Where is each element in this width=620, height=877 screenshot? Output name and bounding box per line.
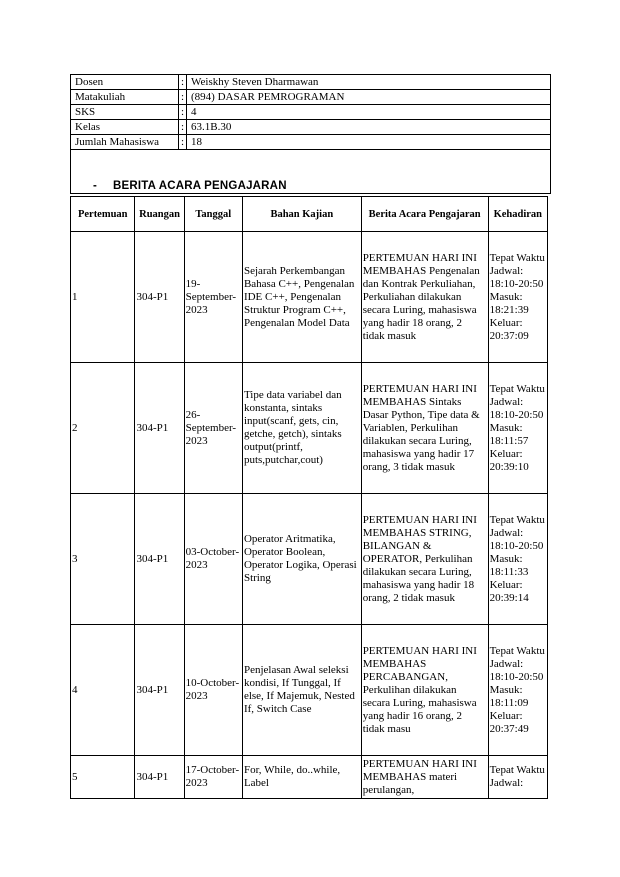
info-value-sks: 4 [187, 105, 551, 120]
header-pertemuan: Pertemuan [71, 197, 135, 232]
section-title [93, 180, 287, 192]
cell-tanggal: 19-September-2023 [184, 232, 242, 363]
header-berita-acara: Berita Acara Pengajaran [361, 197, 488, 232]
header-ruangan: Ruangan [135, 197, 184, 232]
cell-bahan-kajian: Penjelasan Awal seleksi kondisi, If Tunggal, If else, If Majemuk, Nested If, Switch Case [242, 625, 361, 756]
cell-berita-acara: PERTEMUAN HARI INI MEMBAHAS Sintaks Dasar Python, Tipe data & Variablen, Perkulihan dilakukan secara Luring, mahasiswa yang hadir 17 orang, 3 tidak masuk [361, 363, 488, 494]
info-value-kelas: 63.1B.30 [187, 120, 551, 135]
course-info-table [70, 74, 551, 150]
cell-ruangan: 304-P1 [135, 232, 184, 363]
info-colon: : [179, 75, 187, 90]
info-value-dosen: Weiskhy Steven Dharmawan [187, 75, 551, 90]
teaching-report-table [70, 196, 548, 799]
header-tanggal: Tanggal [184, 197, 242, 232]
section-bullet: - [93, 180, 98, 192]
info-label: SKS [71, 105, 179, 120]
cell-ruangan: 304-P1 [135, 756, 184, 799]
cell-pertemuan: 4 [71, 625, 135, 756]
section-title-text: BERITA ACARA PENGAJARAN [113, 180, 287, 192]
table-header-row [71, 197, 548, 232]
cell-tanggal: 03-October-2023 [184, 494, 242, 625]
table-row [71, 756, 548, 799]
info-colon: : [179, 120, 187, 135]
header-kehadiran: Kehadiran [488, 197, 547, 232]
cell-ruangan: 304-P1 [135, 625, 184, 756]
table-row [71, 494, 548, 625]
info-label: Matakuliah [71, 90, 179, 105]
cell-berita-acara: PERTEMUAN HARI INI MEMBAHAS STRING, BILANGAN & OPERATOR, Perkulihan dilakukan secara Luring, mahasiswa yang hadir 18 orang, 2 tidak masuk [361, 494, 488, 625]
info-value-jumlah-mahasiswa: 18 [187, 135, 551, 150]
cell-kehadiran: Tepat Waktu Jadwal: 18:10-20:50 Masuk: 18:21:39 Keluar: 20:37:09 [488, 232, 547, 363]
cell-bahan-kajian: Sejarah Perkembangan Bahasa C++, Pengenalan IDE C++, Pengenalan Struktur Program C++, Pengenalan Model Data [242, 232, 361, 363]
cell-kehadiran: Tepat Waktu Jadwal: 18:10-20:50 Masuk: 18:11:09 Keluar: 20:37:49 [488, 625, 547, 756]
info-colon: : [179, 135, 187, 150]
cell-bahan-kajian: Tipe data variabel dan konstanta, sintaks input(scanf, gets, cin, getche, getch), sintaks output(printf, puts,putchar,cout) [242, 363, 361, 494]
cell-pertemuan: 5 [71, 756, 135, 799]
cell-kehadiran: Tepat Waktu Jadwal: [488, 756, 547, 799]
cell-pertemuan: 2 [71, 363, 135, 494]
info-colon: : [179, 90, 187, 105]
info-row-dosen [71, 75, 551, 90]
table-row [71, 232, 548, 363]
cell-tanggal: 26-September-2023 [184, 363, 242, 494]
cell-berita-acara: PERTEMUAN HARI INI MEMBAHAS Pengenalan dan Kontrak Perkuliahan, Perkuliahan dilakukan secara Luring, mahasiswa yang hadir 18 orang, 2 tidak masuk [361, 232, 488, 363]
cell-tanggal: 10-October-2023 [184, 625, 242, 756]
cell-bahan-kajian: Operator Aritmatika, Operator Boolean, Operator Logika, Operasi String [242, 494, 361, 625]
cell-berita-acara: PERTEMUAN HARI INI MEMBAHAS materi perulangan, [361, 756, 488, 799]
info-row-matakuliah [71, 90, 551, 105]
info-label: Kelas [71, 120, 179, 135]
info-value-matakuliah: (894) DASAR PEMROGRAMAN [187, 90, 551, 105]
cell-tanggal: 17-October-2023 [184, 756, 242, 799]
cell-pertemuan: 1 [71, 232, 135, 363]
table-row [71, 363, 548, 494]
info-row-kelas [71, 120, 551, 135]
info-colon: : [179, 105, 187, 120]
info-row-sks [71, 105, 551, 120]
cell-pertemuan: 3 [71, 494, 135, 625]
cell-bahan-kajian: For, While, do..while, Label [242, 756, 361, 799]
cell-ruangan: 304-P1 [135, 494, 184, 625]
header-bahan-kajian: Bahan Kajian [242, 197, 361, 232]
info-label: Dosen [71, 75, 179, 90]
cell-ruangan: 304-P1 [135, 363, 184, 494]
cell-kehadiran: Tepat Waktu Jadwal: 18:10-20:50 Masuk: 18:11:57 Keluar: 20:39:10 [488, 363, 547, 494]
cell-kehadiran: Tepat Waktu Jadwal: 18:10-20:50 Masuk: 18:11:33 Keluar: 20:39:14 [488, 494, 547, 625]
info-label: Jumlah Mahasiswa [71, 135, 179, 150]
table-row [71, 625, 548, 756]
info-row-jumlah-mahasiswa [71, 135, 551, 150]
cell-berita-acara: PERTEMUAN HARI INI MEMBAHAS PERCABANGAN, Perkulihan dilakukan secara Luring, mahasiswa yang hadir 16 orang, 2 tidak masu [361, 625, 488, 756]
